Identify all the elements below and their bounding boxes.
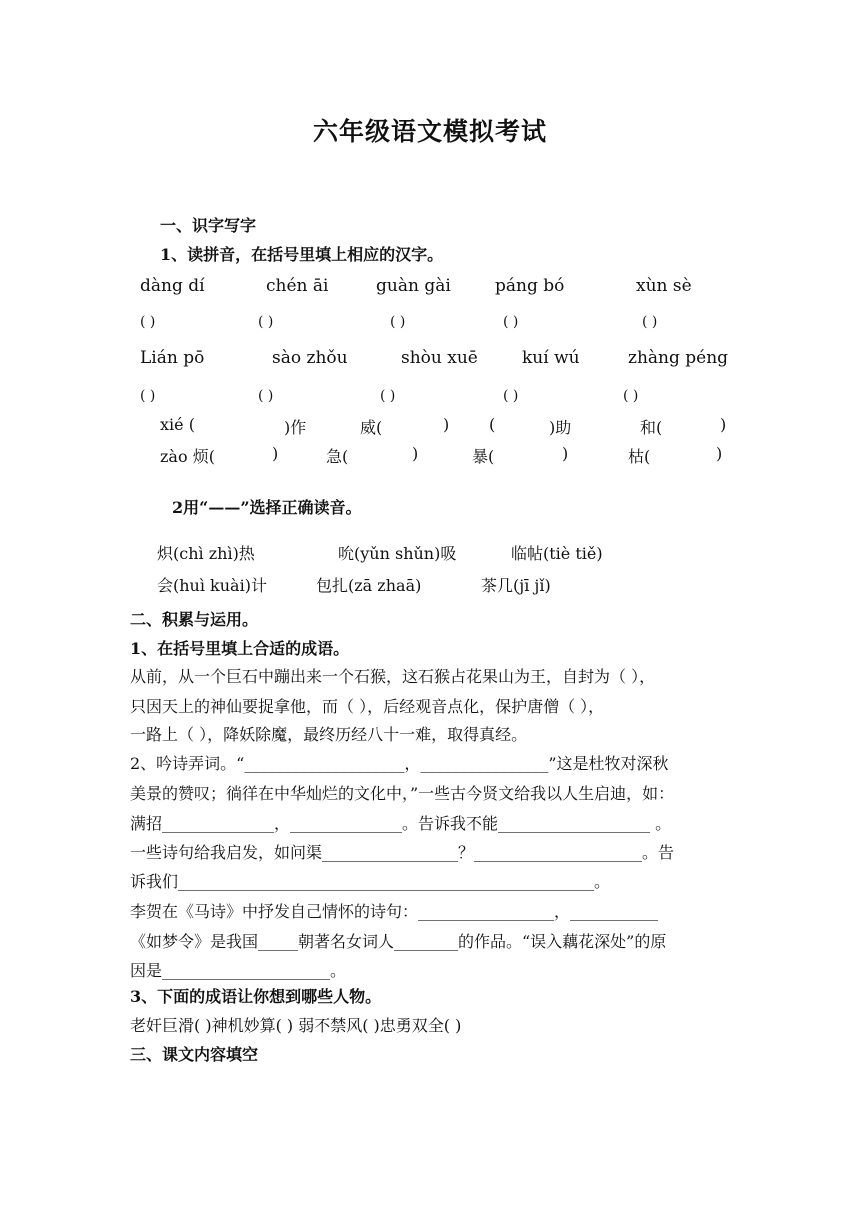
question-2-2-line: 满招______________，______________。告诉我不能___________________ 。 bbox=[130, 814, 672, 833]
pinyin-item: dàng dí bbox=[140, 276, 205, 296]
pinyin-item: sào zhǒu bbox=[272, 348, 348, 368]
answer-blank[interactable]: ( ) bbox=[380, 388, 396, 404]
reading-choice[interactable]: 临帖(tiè tiě) bbox=[511, 544, 603, 563]
pinyin-item: kuí wú bbox=[522, 348, 580, 368]
answer-blank[interactable]: ( ) bbox=[258, 388, 274, 404]
xie-row-cell: ) bbox=[443, 415, 450, 434]
xie-row-cell[interactable]: ( bbox=[489, 415, 496, 434]
xie-row-cell[interactable]: 和( bbox=[640, 418, 663, 437]
question-2-2-line: 因是_____________________。 bbox=[130, 961, 347, 980]
answer-blank[interactable]: ( ) bbox=[642, 314, 658, 330]
zao-row-cell[interactable]: 暴( bbox=[472, 447, 495, 466]
section-3-heading: 三、课文内容填空 bbox=[130, 1045, 259, 1064]
xie-row-cell: )助 bbox=[549, 418, 572, 437]
section-2-heading: 二、积累与运用。 bbox=[130, 610, 259, 629]
question-1-1: 1、读拼音，在括号里填上相应的汉字。 bbox=[160, 245, 444, 264]
xie-row-cell[interactable]: 威( bbox=[360, 418, 383, 437]
answer-blank[interactable]: ( ) bbox=[390, 314, 406, 330]
answer-blank[interactable]: ( ) bbox=[503, 388, 519, 404]
question-2-2-line: 诉我们____________________________________________________。 bbox=[130, 872, 611, 891]
pinyin-item: chén āi bbox=[266, 276, 329, 296]
question-2-3: 3、下面的成语让你想到哪些人物。 bbox=[130, 987, 382, 1006]
answer-blank[interactable]: ( ) bbox=[140, 388, 156, 404]
question-2-2-line: 美景的赞叹；徜徉在中华灿烂的文化中，”一些古今贤文给我以人生启迪，如： bbox=[130, 784, 675, 803]
answer-blank[interactable]: ( ) bbox=[140, 314, 156, 330]
pinyin-item: shòu xuē bbox=[401, 348, 478, 368]
pinyin-item: páng bó bbox=[495, 276, 565, 296]
pinyin-item: Lián pō bbox=[140, 348, 205, 368]
answer-blank[interactable]: ( ) bbox=[258, 314, 274, 330]
reading-choice[interactable]: 包扎(zā zhaā) bbox=[316, 576, 422, 595]
xie-row-cell[interactable]: )作 bbox=[284, 418, 307, 437]
zao-row-cell[interactable]: 急( bbox=[326, 447, 349, 466]
reading-choice[interactable]: 茶几(jī jǐ) bbox=[481, 576, 551, 595]
question-1-2: 2用“——”选择正确读音。 bbox=[172, 498, 362, 517]
question-2-2-line: 一些诗句给我启发，如问渠_________________？_____________________。告 bbox=[130, 843, 675, 862]
paragraph-line: 一路上（ ），降妖除魔，最终历经八十一难，取得真经。 bbox=[130, 725, 528, 744]
page-title: 六年级语文模拟考试 bbox=[312, 117, 547, 146]
question-2-1: 1、在括号里填上合适的成语。 bbox=[130, 639, 350, 658]
zao-row-cell: ) bbox=[412, 444, 419, 463]
paragraph-line: 从前，从一个巨石中蹦出来一个石猴，这石猴占花果山为王，自封为（ ）， bbox=[130, 667, 656, 686]
question-2-3-line: 老奸巨滑( )神机妙算( ) 弱不禁风( )忠勇双全( ) bbox=[130, 1016, 462, 1035]
answer-blank[interactable]: ( ) bbox=[503, 314, 519, 330]
section-1-heading: 一、识字写字 bbox=[160, 216, 257, 235]
answer-blank[interactable]: ( ) bbox=[623, 388, 639, 404]
zao-row-cell: ) bbox=[716, 444, 723, 463]
pinyin-item: guàn gài bbox=[376, 276, 451, 296]
xie-row-prefix: xié ( bbox=[160, 415, 195, 434]
question-2-2-line: 李贺在《马诗》中抒发自己情怀的诗句：_________________，___________ bbox=[130, 902, 659, 921]
zao-row-cell[interactable]: 枯( bbox=[628, 447, 651, 466]
zao-row-cell: ) bbox=[272, 444, 279, 463]
question-2-2-line: 《如梦令》是我国_____朝著名女词人________的作品。“误入藕花深处”的原 bbox=[130, 932, 667, 951]
pinyin-item: xùn sè bbox=[636, 276, 692, 296]
pinyin-item: zhàng péng bbox=[628, 348, 729, 368]
paragraph-line: 只因天上的神仙要捉拿他，而（ ），后经观音点化，保护唐僧（ ）， bbox=[130, 697, 605, 716]
reading-choice[interactable]: 吮(yǔn shǔn)吸 bbox=[338, 544, 457, 563]
zao-row-cell: ) bbox=[562, 444, 569, 463]
question-2-2-line: 2、吟诗弄词。“____________________，________________”这是杜牧对深秋 bbox=[130, 754, 669, 773]
zao-row-prefix[interactable]: zào 烦( bbox=[160, 447, 215, 466]
xie-row-cell: ) bbox=[720, 415, 727, 434]
reading-choice[interactable]: 炽(chì zhì)热 bbox=[157, 544, 255, 563]
reading-choice[interactable]: 会(huì kuài)计 bbox=[157, 576, 267, 595]
